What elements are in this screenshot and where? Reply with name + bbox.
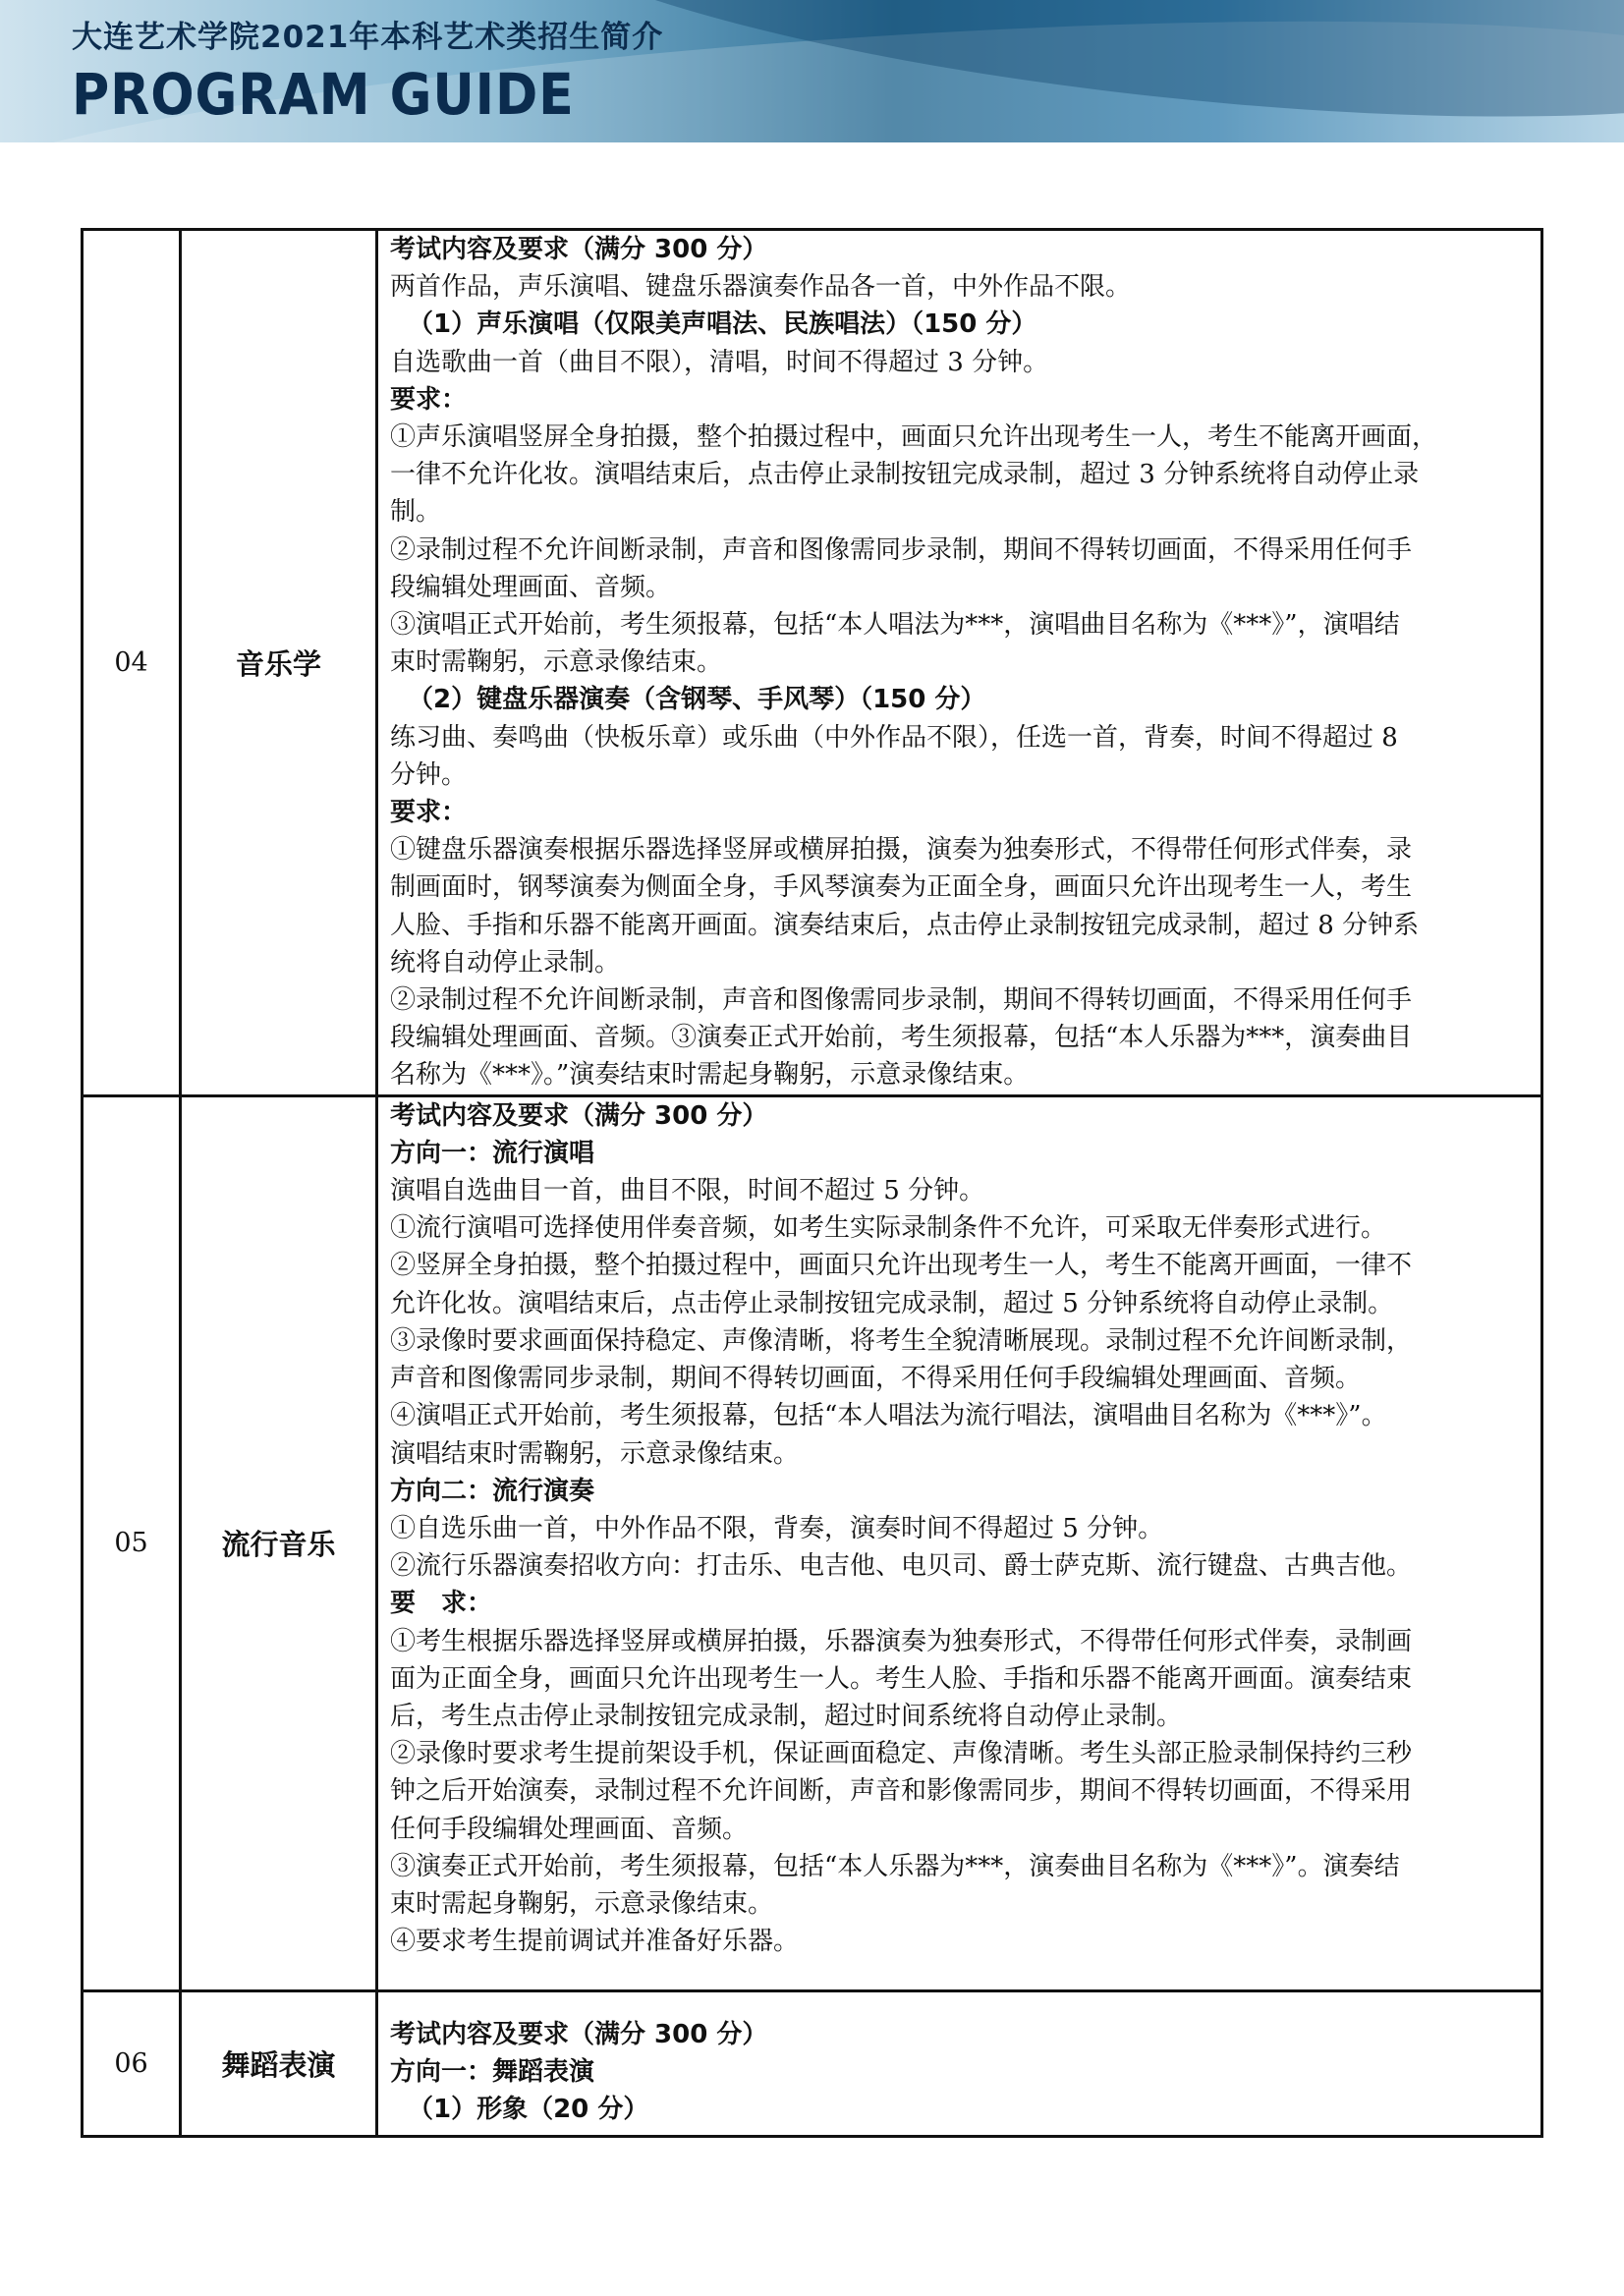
- section-heading: 考试内容及要求（满分 300 分）: [390, 1100, 768, 1131]
- requirement-line: 允许化妆。演唱结束后，点击停止录制按钮完成录制，超过 5 分钟系统将自动停止录制。: [390, 1288, 1394, 1318]
- requirement-line: 段编辑处理画面、音频。③演奏正式开始前，考生须报幕，包括“本人乐器为***，演奏曲目: [390, 1023, 1413, 1053]
- requirement-line: ①流行演唱可选择使用伴奏音频，如考生实际录制条件不允许，可采取无伴奏形式进行。: [390, 1213, 1387, 1244]
- requirement-line: ③演奏正式开始前，考生须报幕，包括“本人乐器为***，演奏曲目名称为《***》”。演奏结: [390, 1851, 1400, 1881]
- requirement-line: ①声乐演唱竖屏全身拍摄，整个拍摄过程中，画面只允许出现考生一人，考生不能离开画面，: [390, 422, 1438, 453]
- requirement-line: 练习曲、奏鸣曲（快板乐章）或乐曲（中外作品不限），任选一首，背奏，时间不得超过 8: [390, 722, 1398, 753]
- requirement-line: ②录制过程不允许间断录制，声音和图像需同步录制，期间不得转切画面，不得采用任何手: [390, 534, 1413, 565]
- requirement-line: 名称为《***》。”演奏结束时需起身鞠躬，示意录像结束。: [390, 1060, 1030, 1091]
- requirement-line: ③演唱正式开始前，考生须报幕，包括“本人唱法为***，演唱曲目名称为《***》”，演唱结: [390, 610, 1400, 641]
- table-row: [83, 1990, 1542, 2136]
- requirement-line: ②录像时要求考生提前架设手机，保证画面稳定、声像清晰。考生头部正脸录制保持约三秒: [390, 1739, 1413, 1769]
- row-number: 04: [83, 230, 181, 1096]
- requirement-line: 一律不允许化妆。演唱结束后，点击停止录制按钮完成录制，超过 3 分钟系统将自动停止录: [390, 460, 1420, 490]
- requirement-line: ①考生根据乐器选择竖屏或横屏拍摄，乐器演奏为独奏形式，不得带任何形式伴奏，录制画: [390, 1626, 1413, 1656]
- requirement-line: 统将自动停止录制。: [390, 947, 621, 978]
- requirements-cell: [377, 230, 1542, 1096]
- requirement-line: 两首作品，声乐演唱、键盘乐器演奏作品各一首，中外作品不限。: [390, 272, 1132, 303]
- section-heading: 要求：: [390, 384, 468, 415]
- row-number: 05: [83, 1095, 181, 1990]
- requirement-line: 束时需鞠躬，示意录像结束。: [390, 647, 723, 678]
- section-heading: 方向一：舞蹈表演: [390, 2056, 595, 2087]
- section-heading: 要 求：: [390, 1589, 493, 1619]
- major-name: 流行音乐: [181, 1095, 377, 1990]
- requirement-line: 钟之后开始演奏，录制过程不允许间断，声音和影像需同步，期间不得转切画面，不得采用: [390, 1776, 1413, 1807]
- requirements-cell: [377, 1095, 1542, 1990]
- section-heading: （1）形象（20 分）: [408, 2095, 649, 2125]
- admission-table: [81, 228, 1543, 2138]
- requirement-line: ②流行乐器演奏招收方向：打击乐、电吉他、电贝司、爵士萨克斯、流行键盘、古典吉他。: [390, 1551, 1413, 1582]
- requirement-line: 制。: [390, 497, 442, 528]
- requirement-line: ①自选乐曲一首，中外作品不限，背奏，演奏时间不得超过 5 分钟。: [390, 1513, 1164, 1543]
- table-row: [83, 230, 1542, 1096]
- section-heading: 方向二：流行演奏: [390, 1476, 595, 1506]
- requirement-line: 分钟。: [390, 759, 468, 790]
- section-heading: （2）键盘乐器演奏（含钢琴、手风琴）（150 分）: [408, 685, 986, 715]
- requirement-line: ②竖屏全身拍摄，整个拍摄过程中，画面只允许出现考生一人，考生不能离开画面，一律不: [390, 1251, 1413, 1281]
- requirement-line: 任何手段编辑处理画面、音频。: [390, 1814, 749, 1844]
- table-row: [83, 1095, 1542, 1990]
- section-heading: （1）声乐演唱（仅限美声唱法、民族唱法）（150 分）: [408, 309, 1037, 340]
- requirement-line: ④演唱正式开始前，考生须报幕，包括“本人唱法为流行唱法，演唱曲目名称为《***》”。: [390, 1401, 1387, 1431]
- requirement-line: 面为正面全身，画面只允许出现考生一人。考生人脸、手指和乐器不能离开画面。演奏结束: [390, 1663, 1413, 1694]
- requirement-line: 演唱结束时需鞠躬，示意录像结束。: [390, 1438, 800, 1469]
- requirement-line: ③录像时要求画面保持稳定、声像清晰，将考生全貌清晰展现。录制过程不允许间断录制，: [390, 1325, 1413, 1356]
- section-heading: 考试内容及要求（满分 300 分）: [390, 2019, 768, 2049]
- requirement-line: 演唱自选曲目一首，曲目不限，时间不超过 5 分钟。: [390, 1176, 985, 1206]
- header-title: PROGRAM GUIDE: [72, 61, 575, 128]
- header-subtitle: 大连艺术学院2021年本科艺术类招生简介: [72, 20, 664, 55]
- major-name: 舞蹈表演: [181, 1990, 377, 2136]
- requirement-line: ④要求考生提前调试并准备好乐器。: [390, 1927, 800, 1957]
- row-number: 06: [83, 1990, 181, 2136]
- requirement-line: 段编辑处理画面、音频。: [390, 572, 672, 602]
- requirement-line: 后，考生点击停止录制按钮完成录制，超过时间系统将自动停止录制。: [390, 1701, 1183, 1731]
- requirement-line: 制画面时，钢琴演奏为侧面全身，手风琴演奏为正面全身，画面只允许出现考生一人，考生: [390, 872, 1413, 903]
- requirement-line: 声音和图像需同步录制，期间不得转切画面，不得采用任何手段编辑处理画面、音频。: [390, 1364, 1362, 1394]
- requirement-line: 束时需起身鞠躬，示意录像结束。: [390, 1888, 774, 1919]
- section-heading: 要求：: [390, 798, 468, 828]
- requirement-line: 自选歌曲一首（曲目不限），清唱，时间不得超过 3 分钟。: [390, 347, 1049, 377]
- requirement-line: ②录制过程不允许间断录制，声音和图像需同步录制，期间不得转切画面，不得采用任何手: [390, 985, 1413, 1016]
- section-heading: 方向一：流行演唱: [390, 1138, 595, 1168]
- requirements-cell: [377, 1990, 1542, 2136]
- header-banner: [0, 0, 1624, 142]
- section-heading: 考试内容及要求（满分 300 分）: [390, 235, 768, 264]
- requirement-line: 人脸、手指和乐器不能离开画面。演奏结束后，点击停止录制按钮完成录制，超过 8 分钟系: [390, 910, 1420, 940]
- major-name: 音乐学: [181, 230, 377, 1096]
- requirement-line: ①键盘乐器演奏根据乐器选择竖屏或横屏拍摄，演奏为独奏形式，不得带任何形式伴奏，录: [390, 835, 1413, 866]
